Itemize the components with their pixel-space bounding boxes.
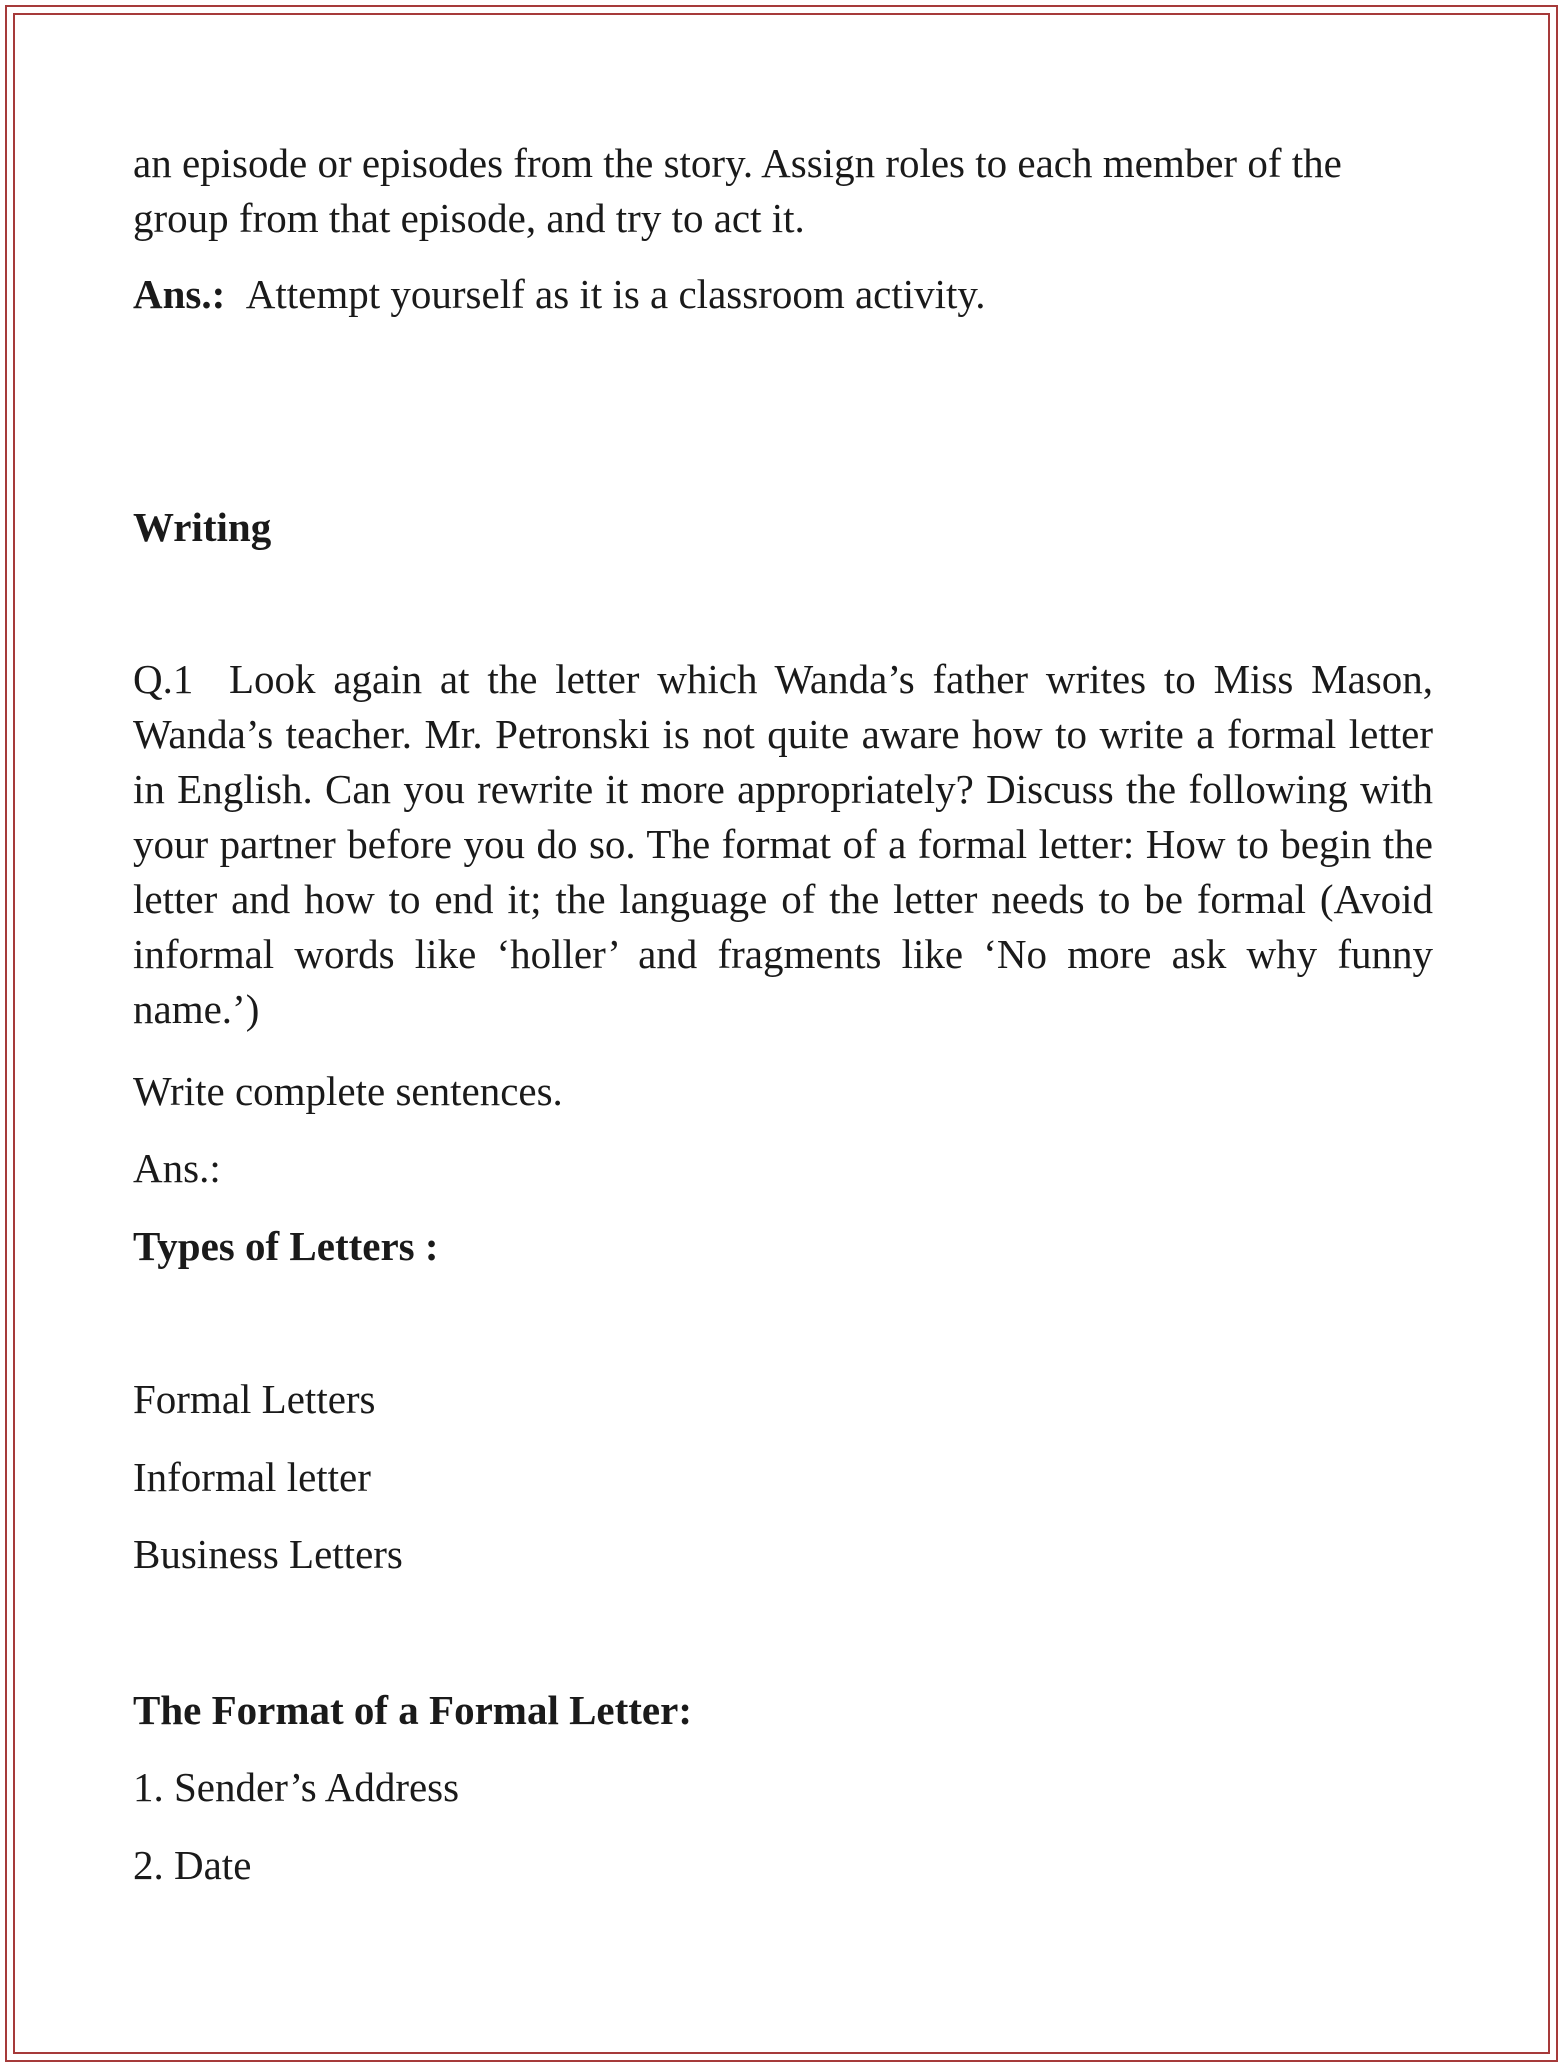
answer-2-label: Ans.: bbox=[133, 1145, 221, 1191]
letter-type-item: Informal letter bbox=[133, 1454, 371, 1500]
question-1 bbox=[133, 652, 1433, 1037]
letter-type-item: Formal Letters bbox=[133, 1376, 376, 1422]
types-of-letters-heading: Types of Letters : bbox=[133, 1223, 439, 1269]
answer-1-label: Ans.: bbox=[133, 271, 226, 317]
format-item: 2. Date bbox=[133, 1842, 252, 1888]
intro-line-1: an episode or episodes from the story. Assign roles to each member of the bbox=[133, 140, 1342, 186]
intro-line-2: group from that episode, and try to act it. bbox=[133, 195, 805, 241]
section-heading-writing: Writing bbox=[133, 504, 272, 550]
format-heading: The Format of a Formal Letter: bbox=[133, 1687, 692, 1733]
question-1-number: Q.1 bbox=[133, 656, 194, 702]
answer-1-text: Attempt yourself as it is a classroom activity. bbox=[245, 271, 986, 317]
answer-1 bbox=[133, 271, 986, 317]
question-1-text: Look again at the letter which Wanda’s father writes to Miss Mason, Wanda’s teacher. Mr. Petronski is not quite aware how to write a formal letter in English. Can you rewrite it more appropriately? Discuss the following with your partner before you do so. The format of a formal letter: How to begin the letter and how to end it; the language of the letter needs to be formal (Avoid informal words like ‘holler’ and fragments like ‘No more ask why funny name.’) bbox=[133, 656, 1433, 1032]
instruction-text: Write complete sentences. bbox=[133, 1068, 563, 1114]
letter-type-item: Business Letters bbox=[133, 1531, 403, 1577]
format-item: 1. Sender’s Address bbox=[133, 1764, 460, 1810]
